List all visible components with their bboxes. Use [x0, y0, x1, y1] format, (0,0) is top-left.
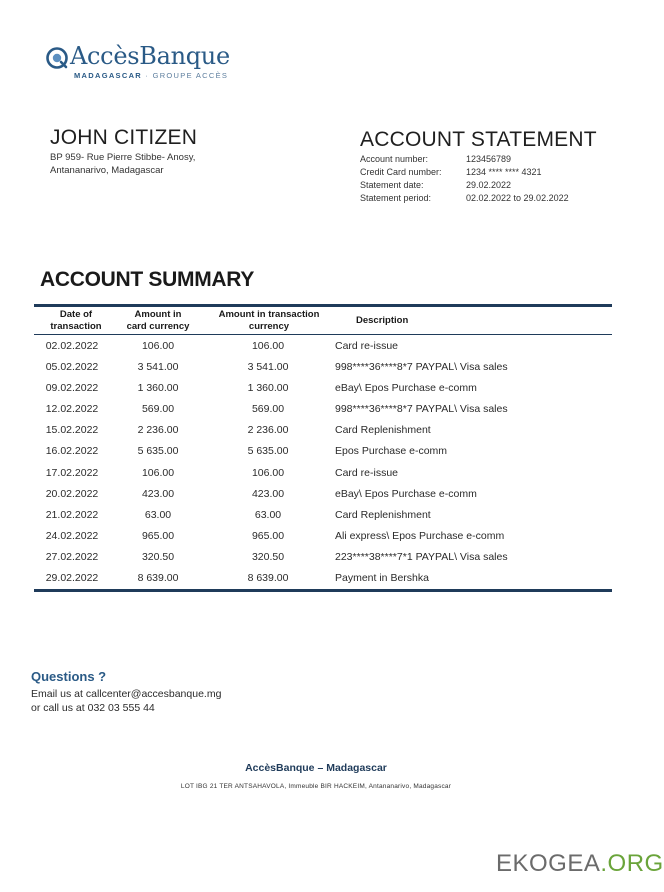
table-row: 29.02.2022 8 639.00 8 639.00 Payment in Bershka [45, 572, 429, 585]
customer-name: JOHN CITIZEN [50, 126, 198, 149]
contact-phone: or call us at 032 03 555 44 [31, 702, 155, 714]
bank-logo-icon [46, 47, 68, 69]
footer-address: LOT IBG 21 TER ANTSAHAVOLA, Immeuble BIR HACKEIM, Antananarivo, Madagascar [180, 783, 452, 790]
contact-email: Email us at callcenter@accesbanque.mg [31, 688, 222, 700]
statement-details [360, 153, 569, 205]
table-row: 24.02.2022 965.00 965.00 Ali express\ Epos Purchase e-comm [45, 529, 505, 542]
header-card-amount: Amount in card currency [126, 309, 190, 332]
statement-field-date: Statement date: 29.02.2022 [360, 180, 512, 190]
table-row: 16.02.2022 5 635.00 5 635.00 Epos Purchase e-comm [45, 445, 448, 458]
footer-title: AccèsBanque – Madagascar [245, 762, 387, 774]
header-tx-amount: Amount in transaction currency [218, 309, 320, 332]
questions-title: Questions ? [31, 669, 107, 684]
statement-field-account: Account number: 123456789 [360, 154, 512, 164]
logo-subtitle: MADAGASCAR · GROUPE ACCÈS [74, 71, 229, 80]
table-row: 21.02.2022 63.00 63.00 Card Replenishment [45, 508, 431, 521]
header-date: Date of transaction [50, 309, 102, 332]
header-rule [34, 334, 612, 335]
table-row: 15.02.2022 2 236.00 2 236.00 Card Replenishment [45, 424, 431, 437]
statement-field-card: Credit Card number: 1234 **** **** 4321 [360, 167, 542, 177]
header-description: Description [356, 315, 409, 326]
table-bottom-rule [34, 589, 612, 592]
watermark: EKOGEA.ORG [496, 850, 664, 877]
table-row: 27.02.2022 320.50 320.50 223****38****7*1 PAYPAL\ Visa sales [45, 550, 508, 563]
questions-contact [31, 687, 221, 715]
table-row: 17.02.2022 106.00 106.00 Card re-issue [45, 466, 399, 479]
customer-address: BP 959- Rue Pierre Stibbe- Anosy, Antananarivo, Madagascar [50, 152, 196, 176]
bank-logo [46, 44, 246, 84]
statement-field-period: Statement period: 02.02.2022 to 29.02.2022 [360, 193, 569, 203]
statement-title: ACCOUNT STATEMENT [360, 128, 597, 151]
table-body [34, 336, 612, 589]
table-top-rule [34, 304, 612, 307]
summary-title: ACCOUNT SUMMARY [40, 268, 255, 291]
table-row: 09.02.2022 1 360.00 1 360.00 eBay\ Epos Purchase e-comm [45, 382, 477, 395]
table-row: 05.02.2022 3 541.00 3 541.00 998****36****8*7 PAYPAL\ Visa sales [45, 361, 508, 374]
table-row: 12.02.2022 569.00 569.00 998****36****8*7 PAYPAL\ Visa sales [45, 403, 508, 416]
table-row: 20.02.2022 423.00 423.00 eBay\ Epos Purchase e-comm [45, 487, 477, 500]
logo-brand-text: AccèsBanque [70, 42, 230, 70]
table-row: 02.02.2022 106.00 106.00 Card re-issue [45, 340, 399, 352]
